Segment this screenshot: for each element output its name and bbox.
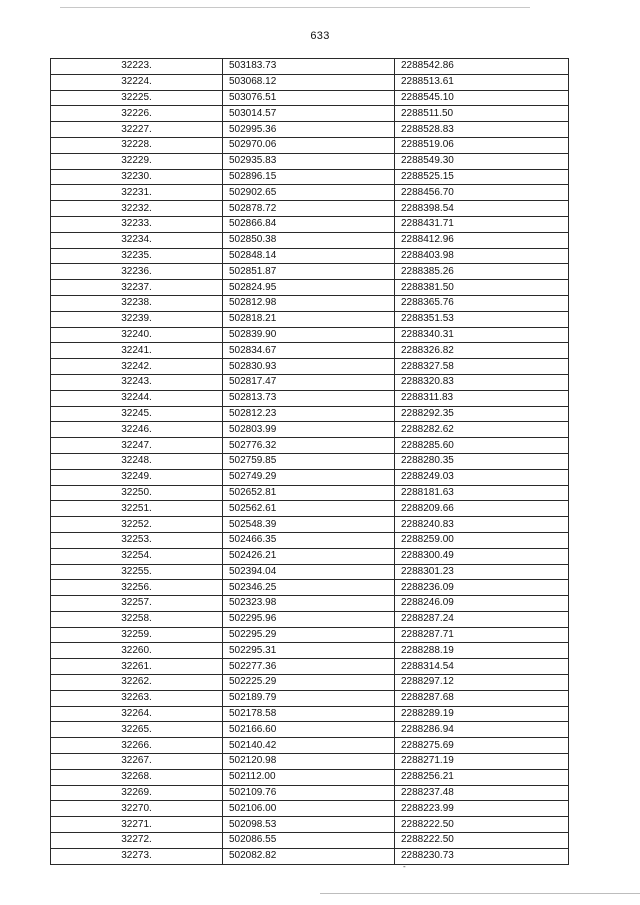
northing-cell: 2288327.58 <box>395 359 569 375</box>
point-id-cell: 32271. <box>51 817 223 833</box>
table-row <box>51 769 569 785</box>
table-row <box>51 280 569 296</box>
easting-cell: 502935.83 <box>223 153 395 169</box>
table-row <box>51 817 569 833</box>
easting-cell: 503068.12 <box>223 74 395 90</box>
point-id-cell: 32269. <box>51 785 223 801</box>
easting-cell: 502086.55 <box>223 833 395 849</box>
point-id-cell: 32230. <box>51 169 223 185</box>
table-row <box>51 90 569 106</box>
point-id-cell: 32245. <box>51 406 223 422</box>
top-rule <box>60 7 530 8</box>
easting-cell: 502834.67 <box>223 343 395 359</box>
table-row <box>51 153 569 169</box>
northing-cell: 2288456.70 <box>395 185 569 201</box>
point-id-cell: 32272. <box>51 833 223 849</box>
easting-cell: 503076.51 <box>223 90 395 106</box>
table-row <box>51 122 569 138</box>
point-id-cell: 32262. <box>51 675 223 691</box>
easting-cell: 502098.53 <box>223 817 395 833</box>
point-id-cell: 32266. <box>51 738 223 754</box>
point-id-cell: 32267. <box>51 754 223 770</box>
northing-cell: 2288365.76 <box>395 295 569 311</box>
table-row <box>51 374 569 390</box>
easting-cell: 503014.57 <box>223 106 395 122</box>
point-id-cell: 32229. <box>51 153 223 169</box>
point-id-cell: 32234. <box>51 232 223 248</box>
easting-cell: 502277.36 <box>223 659 395 675</box>
table-row <box>51 311 569 327</box>
easting-cell: 502295.31 <box>223 643 395 659</box>
point-id-cell: 32241. <box>51 343 223 359</box>
point-id-cell: 32249. <box>51 469 223 485</box>
table-row <box>51 785 569 801</box>
table-row <box>51 659 569 675</box>
easting-cell: 502866.84 <box>223 216 395 232</box>
northing-cell: 2288289.19 <box>395 706 569 722</box>
point-id-cell: 32263. <box>51 690 223 706</box>
northing-cell: 2288237.48 <box>395 785 569 801</box>
easting-cell: 502140.42 <box>223 738 395 754</box>
northing-cell: 2288288.19 <box>395 643 569 659</box>
table-row <box>51 216 569 232</box>
easting-cell: 502109.76 <box>223 785 395 801</box>
northing-cell: 2288301.23 <box>395 564 569 580</box>
coordinates-table-body <box>51 59 569 865</box>
table-row <box>51 359 569 375</box>
point-id-cell: 32228. <box>51 137 223 153</box>
easting-cell: 502225.29 <box>223 675 395 691</box>
table-row <box>51 106 569 122</box>
point-id-cell: 32247. <box>51 438 223 454</box>
northing-cell: 2288249.03 <box>395 469 569 485</box>
easting-cell: 502106.00 <box>223 801 395 817</box>
point-id-cell: 32223. <box>51 59 223 75</box>
easting-cell: 502902.65 <box>223 185 395 201</box>
easting-cell: 502562.61 <box>223 501 395 517</box>
northing-cell: 2288275.69 <box>395 738 569 754</box>
table-row <box>51 690 569 706</box>
northing-cell: 2288222.50 <box>395 833 569 849</box>
easting-cell: 502878.72 <box>223 201 395 217</box>
table-row <box>51 722 569 738</box>
table-row <box>51 169 569 185</box>
table-row <box>51 469 569 485</box>
northing-cell: 2288525.15 <box>395 169 569 185</box>
easting-cell: 502818.21 <box>223 311 395 327</box>
table-row <box>51 406 569 422</box>
northing-cell: 2288246.09 <box>395 596 569 612</box>
easting-cell: 502166.60 <box>223 722 395 738</box>
easting-cell: 502848.14 <box>223 248 395 264</box>
northing-cell: 2288292.35 <box>395 406 569 422</box>
point-id-cell: 32268. <box>51 769 223 785</box>
point-id-cell: 32251. <box>51 501 223 517</box>
northing-cell: 2288511.50 <box>395 106 569 122</box>
point-id-cell: 32225. <box>51 90 223 106</box>
northing-cell: 2288311.83 <box>395 390 569 406</box>
easting-cell: 502082.82 <box>223 848 395 864</box>
point-id-cell: 32232. <box>51 201 223 217</box>
northing-cell: 2288287.71 <box>395 627 569 643</box>
table-row <box>51 453 569 469</box>
table-row <box>51 327 569 343</box>
point-id-cell: 32260. <box>51 643 223 659</box>
easting-cell: 502839.90 <box>223 327 395 343</box>
table-row <box>51 548 569 564</box>
table-row <box>51 422 569 438</box>
page-number: 633 <box>310 30 330 42</box>
point-id-cell: 32240. <box>51 327 223 343</box>
northing-cell: 2288385.26 <box>395 264 569 280</box>
point-id-cell: 32256. <box>51 580 223 596</box>
easting-cell: 503183.73 <box>223 59 395 75</box>
northing-cell: 2288287.68 <box>395 690 569 706</box>
point-id-cell: 32264. <box>51 706 223 722</box>
table-row <box>51 848 569 864</box>
northing-cell: 2288542.86 <box>395 59 569 75</box>
easting-cell: 502189.79 <box>223 690 395 706</box>
point-id-cell: 32226. <box>51 106 223 122</box>
northing-cell: 2288222.50 <box>395 817 569 833</box>
point-id-cell: 32261. <box>51 659 223 675</box>
northing-cell: 2288403.98 <box>395 248 569 264</box>
easting-cell: 502813.73 <box>223 390 395 406</box>
northing-cell: 2288340.31 <box>395 327 569 343</box>
northing-cell: 2288545.10 <box>395 90 569 106</box>
point-id-cell: 32238. <box>51 295 223 311</box>
table-row <box>51 390 569 406</box>
easting-cell: 502652.81 <box>223 485 395 501</box>
northing-cell: 2288236.09 <box>395 580 569 596</box>
northing-cell: 2288240.83 <box>395 517 569 533</box>
table-row <box>51 580 569 596</box>
point-id-cell: 32246. <box>51 422 223 438</box>
table-row <box>51 706 569 722</box>
easting-cell: 502178.58 <box>223 706 395 722</box>
easting-cell: 502112.00 <box>223 769 395 785</box>
northing-cell: 2288381.50 <box>395 280 569 296</box>
table-row <box>51 643 569 659</box>
table-row <box>51 611 569 627</box>
point-id-cell: 32243. <box>51 374 223 390</box>
northing-cell: 2288259.00 <box>395 532 569 548</box>
easting-cell: 502851.87 <box>223 264 395 280</box>
coordinates-table <box>50 58 569 865</box>
point-id-cell: 32231. <box>51 185 223 201</box>
northing-cell: 2288549.30 <box>395 153 569 169</box>
northing-cell: 2288412.96 <box>395 232 569 248</box>
easting-cell: 502749.29 <box>223 469 395 485</box>
easting-cell: 502776.32 <box>223 438 395 454</box>
easting-cell: 502295.96 <box>223 611 395 627</box>
point-id-cell: 32273. <box>51 848 223 864</box>
table-row <box>51 343 569 359</box>
table-row <box>51 248 569 264</box>
table-row <box>51 201 569 217</box>
table-row <box>51 438 569 454</box>
table-row <box>51 74 569 90</box>
easting-cell: 502759.85 <box>223 453 395 469</box>
table-row <box>51 295 569 311</box>
point-id-cell: 32224. <box>51 74 223 90</box>
easting-cell: 502803.99 <box>223 422 395 438</box>
point-id-cell: 32235. <box>51 248 223 264</box>
point-id-cell: 32248. <box>51 453 223 469</box>
northing-cell: 2288271.19 <box>395 754 569 770</box>
easting-cell: 502426.21 <box>223 548 395 564</box>
northing-cell: 2288528.83 <box>395 122 569 138</box>
northing-cell: 2288287.24 <box>395 611 569 627</box>
point-id-cell: 32259. <box>51 627 223 643</box>
point-id-cell: 32258. <box>51 611 223 627</box>
northing-cell: 2288223.99 <box>395 801 569 817</box>
point-id-cell: 32270. <box>51 801 223 817</box>
point-id-cell: 32233. <box>51 216 223 232</box>
table-row <box>51 137 569 153</box>
northing-cell: 2288351.53 <box>395 311 569 327</box>
table-row <box>51 596 569 612</box>
table-row <box>51 801 569 817</box>
northing-cell: 2288519.06 <box>395 137 569 153</box>
table-row <box>51 232 569 248</box>
easting-cell: 502323.98 <box>223 596 395 612</box>
table-row <box>51 564 569 580</box>
point-id-cell: 32227. <box>51 122 223 138</box>
table-row <box>51 59 569 75</box>
table-row <box>51 675 569 691</box>
northing-cell: 2288230.73 <box>395 848 569 864</box>
point-id-cell: 32254. <box>51 548 223 564</box>
northing-cell: 2288314.54 <box>395 659 569 675</box>
point-id-cell: 32236. <box>51 264 223 280</box>
easting-cell: 502120.98 <box>223 754 395 770</box>
northing-cell: 2288286.94 <box>395 722 569 738</box>
point-id-cell: 32242. <box>51 359 223 375</box>
northing-cell: 2288280.35 <box>395 453 569 469</box>
table-row <box>51 754 569 770</box>
easting-cell: 502346.25 <box>223 580 395 596</box>
table-row <box>51 501 569 517</box>
easting-cell: 502817.47 <box>223 374 395 390</box>
table-row <box>51 264 569 280</box>
northing-cell: 2288513.61 <box>395 74 569 90</box>
easting-cell: 502850.38 <box>223 232 395 248</box>
northing-cell: 2288256.21 <box>395 769 569 785</box>
easting-cell: 502466.35 <box>223 532 395 548</box>
easting-cell: 502824.95 <box>223 280 395 296</box>
point-id-cell: 32265. <box>51 722 223 738</box>
point-id-cell: 32239. <box>51 311 223 327</box>
easting-cell: 502896.15 <box>223 169 395 185</box>
northing-cell: 2288300.49 <box>395 548 569 564</box>
easting-cell: 502812.23 <box>223 406 395 422</box>
point-id-cell: 32253. <box>51 532 223 548</box>
point-id-cell: 32250. <box>51 485 223 501</box>
northing-cell: 2288398.54 <box>395 201 569 217</box>
easting-cell: 502548.39 <box>223 517 395 533</box>
table-row <box>51 833 569 849</box>
northing-cell: 2288320.83 <box>395 374 569 390</box>
easting-cell: 502394.04 <box>223 564 395 580</box>
bottom-rule <box>320 893 640 894</box>
table-row <box>51 517 569 533</box>
scan-mark: - <box>403 862 406 871</box>
northing-cell: 2288181.63 <box>395 485 569 501</box>
table-row <box>51 532 569 548</box>
easting-cell: 502995.36 <box>223 122 395 138</box>
table-row <box>51 627 569 643</box>
easting-cell: 502830.93 <box>223 359 395 375</box>
table-row <box>51 185 569 201</box>
table-row <box>51 485 569 501</box>
northing-cell: 2288326.82 <box>395 343 569 359</box>
point-id-cell: 32257. <box>51 596 223 612</box>
easting-cell: 502970.06 <box>223 137 395 153</box>
northing-cell: 2288285.60 <box>395 438 569 454</box>
northing-cell: 2288282.62 <box>395 422 569 438</box>
point-id-cell: 32252. <box>51 517 223 533</box>
northing-cell: 2288297.12 <box>395 675 569 691</box>
point-id-cell: 32237. <box>51 280 223 296</box>
northing-cell: 2288209.66 <box>395 501 569 517</box>
point-id-cell: 32244. <box>51 390 223 406</box>
northing-cell: 2288431.71 <box>395 216 569 232</box>
easting-cell: 502295.29 <box>223 627 395 643</box>
easting-cell: 502812.98 <box>223 295 395 311</box>
table-row <box>51 738 569 754</box>
point-id-cell: 32255. <box>51 564 223 580</box>
